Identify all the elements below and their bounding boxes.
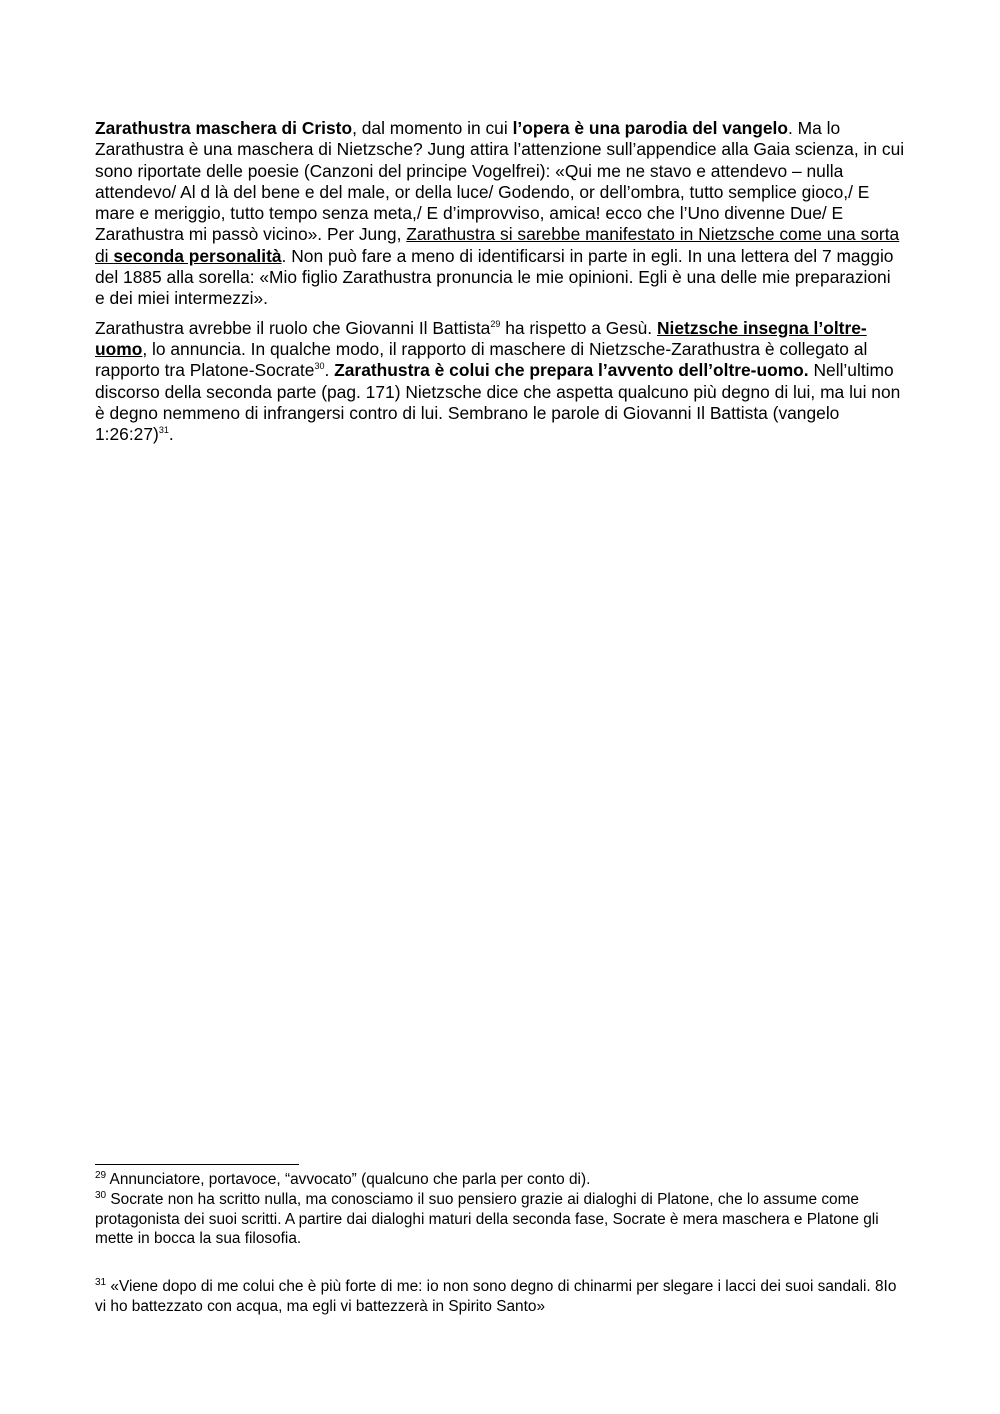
footnote-text: Socrate non ha scritto nulla, ma conosciamo il suo pensiero grazie ai dialoghi di Platone, che lo assume come protagonista dei suoi scritti. A partire dai dialoghi maturi della seconda fase, Socrate è mera maschera e Platone gli mette in bocca la sua filosofia. (95, 1190, 879, 1248)
footnote-number: 30 (95, 1189, 107, 1201)
footnote-number: 31 (95, 1277, 107, 1289)
underlined-phrase-jung: Zarathustra si sarebbe manifestato in Nietzsche come una sorta di seconda personalità (95, 224, 900, 266)
footnotes (95, 1170, 905, 1317)
footnote-31 (95, 1277, 905, 1317)
footnote-separator (95, 1164, 299, 1165)
bold-phrase-parody: l’opera è una parodia del vangelo (512, 118, 788, 138)
footnote-ref-31[interactable]: 31 (158, 425, 169, 436)
paragraph-2: Zarathustra avrebbe il ruolo che Giovanni Il Battista$^{29}$ ha rispetto a Gesù. Nietzsche insegna l’oltre-uomo, lo annuncia. In qualche modo, il rapporto di maschere di Nietzsche-Zarathustra è collegato al rapporto tra Platone-Socrate$^{30}$. Zarathustra è colui che prepara l’avvento dell’oltre-uomo. Nell’ultimo discorso della seconda parte (pag. 171) Nietzsche dice che aspetta qualcuno più degno di lui, ma lui non è degno nemmeno di infrangersi contro di lui. Sembrano le parole di Giovanni Il Battista (vangelo 1:26:27)$^{31}$. (95, 317, 901, 445)
footnote-ref-29[interactable]: 29 (490, 318, 501, 329)
footnote-text: «Viene dopo di me colui che è più forte di me: io non sono degno di chinarmi per slegare i lacci dei suoi sandali. 8Io vi ho battezzato con acqua, ma egli vi battezzerà in Spirito Santo» (95, 1278, 897, 1315)
paragraph-1: Zarathustra maschera di Cristo, dal momento in cui l’opera è una parodia del vangelo. Ma lo Zarathustra è una maschera di Nietzsche? Jung attira l’attenzione sull’appendice alla Gaia scienza, in cui sono riportate delle poesie (Canzoni del principe Vogelfrei): «Qui me ne stavo e attendevo – nulla attendevo/ Al d là del bene e del male, or della luce/ Godendo, or dell’ombra, tutto semplice gioco,/ E mare e meriggio, tutto tempo senza meta,/ E d’improvviso, amica! ecco che l’Uno divenne Due/ E Zarathustra mi passò vicino». Per Jung, Zarathustra si sarebbe manifestato in Nietzsche come una sorta di seconda personalità. Non può fare a meno di identificarsi in parte in egli. In una lettera del 7 maggio del 1885 alla sorella: «Mio figlio Zarathustra pronuncia le mie opinioni. Egli è una delle mie preparazioni e dei miei intermezzi». (95, 118, 905, 309)
bold-phrase-zarathustra-mask: Zarathustra maschera di Cristo (95, 118, 353, 138)
footnote-30 (95, 1190, 905, 1249)
footnote-ref-30[interactable]: 30 (314, 361, 325, 372)
footnote-29 (95, 1170, 905, 1190)
document-body (95, 118, 905, 453)
footnote-number: 29 (95, 1170, 107, 1181)
bold-phrase-second-personality: seconda personalità (113, 245, 282, 266)
bold-phrase-prepares-advent: Zarathustra è colui che prepara l’avvento dell’oltre-uomo. (334, 360, 809, 381)
footnote-text: Annunciatore, portavoce, “avvocato” (qualcuno che parla per conto di). (106, 1171, 591, 1188)
bold-underlined-phrase-oltre-uomo: Nietzsche insegna l’oltre-uomo (95, 317, 867, 359)
